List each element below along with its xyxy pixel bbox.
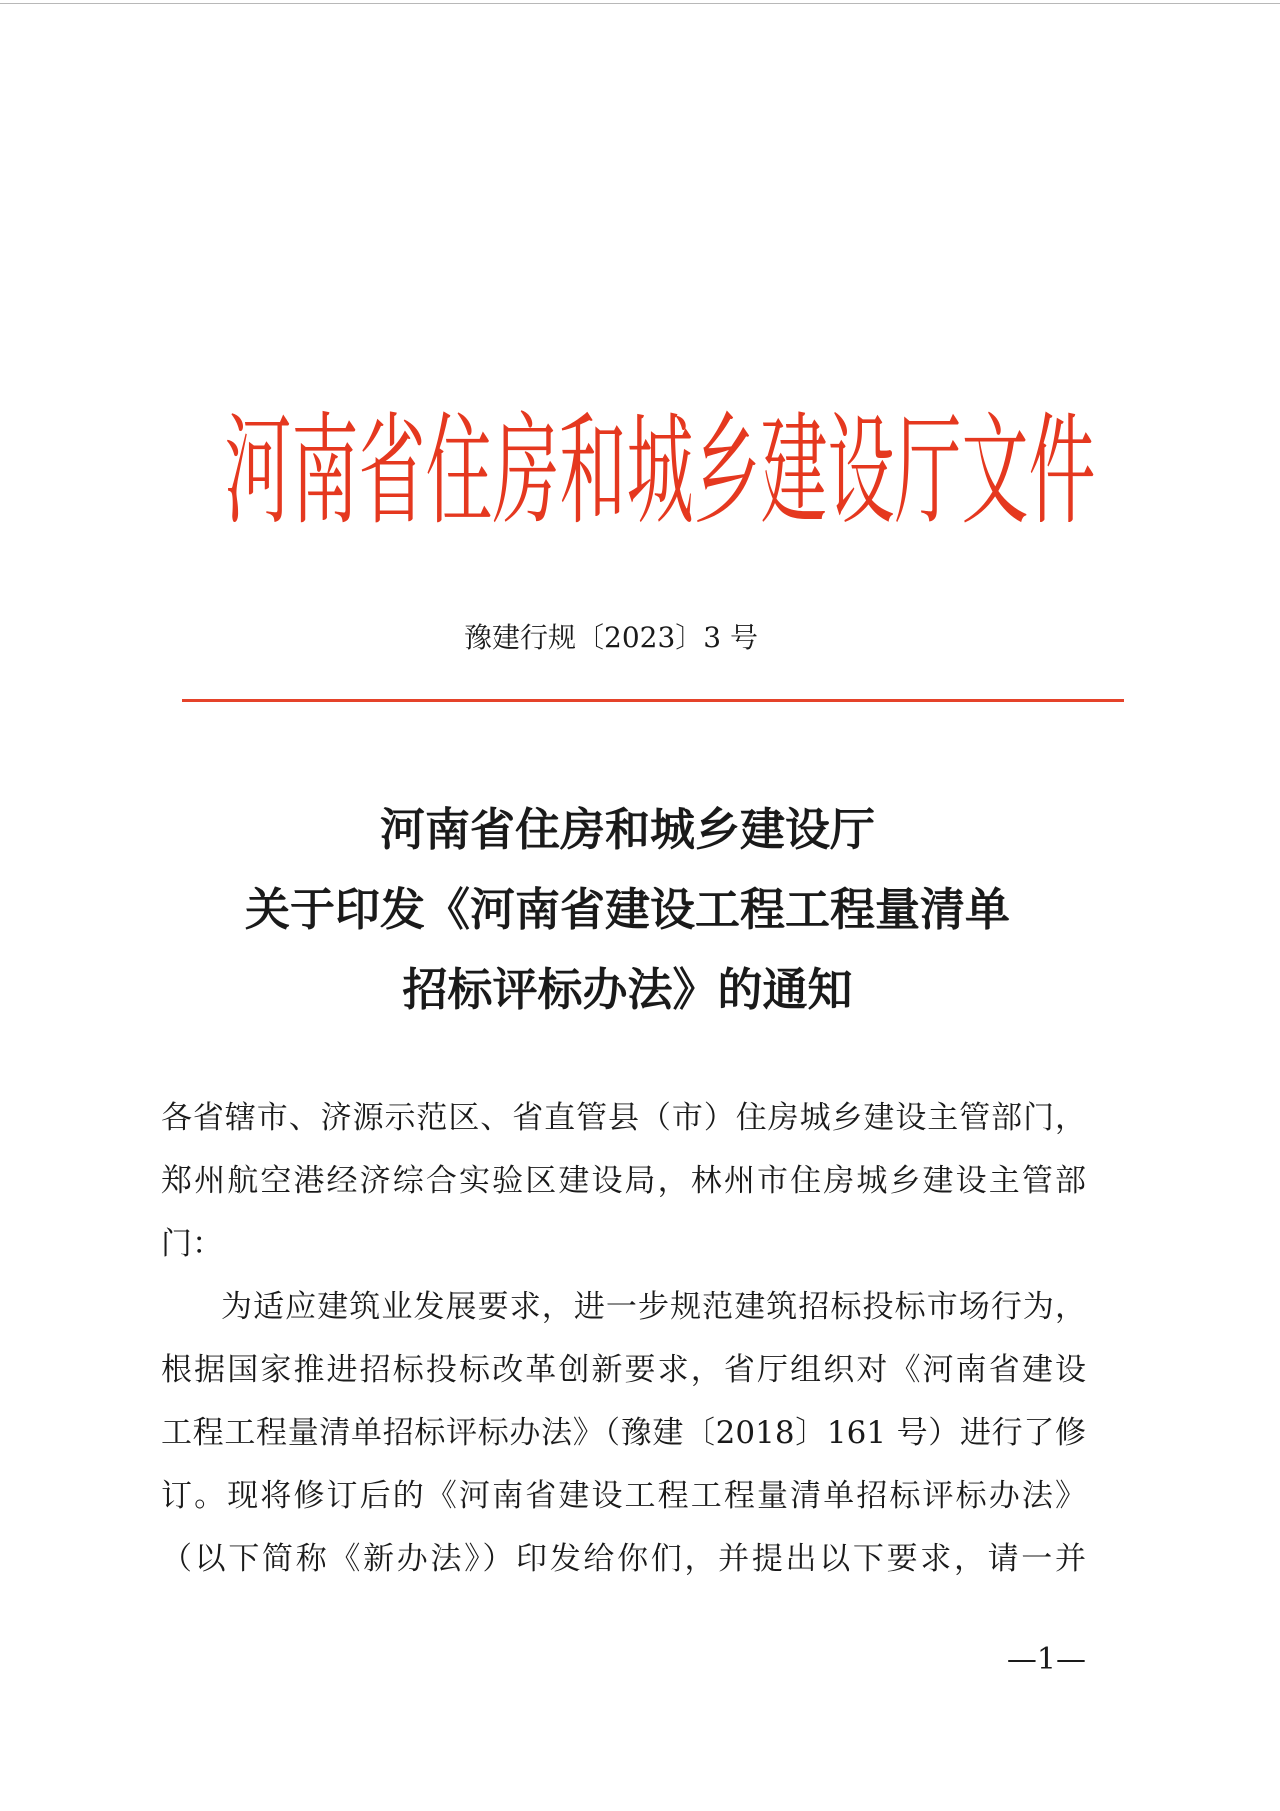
- body-line: 郑州航空港经济综合实验区建设局，林州市住房城乡建设主管部: [161, 1163, 1086, 1199]
- body-line: 根据国家推进招标投标改革创新要求，省厅组织对《河南省建设: [161, 1352, 1086, 1388]
- body-line: 工程工程量清单招标评标办法》（豫建〔2018〕161 号）进行了修: [161, 1415, 1086, 1451]
- body-line: 为适应建筑业发展要求，进一步规范建筑招标投标市场行为，: [221, 1289, 1086, 1325]
- notice-title-line: 河南省住房和城乡建设厅: [379, 803, 875, 856]
- body-line: 订。现将修订后的《河南省建设工程工程量清单招标评标办法》: [161, 1478, 1086, 1514]
- body-line: 门：: [161, 1226, 223, 1262]
- notice-title: [140, 790, 1115, 1030]
- page-number: —1—: [1006, 1642, 1086, 1677]
- body-line: （以下简称《新办法》）印发给你们，并提出以下要求，请一并: [161, 1541, 1086, 1577]
- body-line: 各省辖市、济源示范区、省直管县（市）住房城乡建设主管部门，: [161, 1100, 1086, 1136]
- notice-title-line: 关于印发《河南省建设工程工程量清单: [244, 883, 1010, 936]
- document-number: 豫建行规〔2023〕3 号: [464, 621, 758, 654]
- notice-title-line: 招标评标办法》的通知: [402, 963, 853, 1016]
- red-separator-rule: [182, 699, 1124, 702]
- scan-edge-line: [0, 3, 1280, 4]
- document-header-title: 河南省住房和城乡建设厅文件: [224, 401, 1096, 542]
- document-body: [161, 1087, 1086, 1591]
